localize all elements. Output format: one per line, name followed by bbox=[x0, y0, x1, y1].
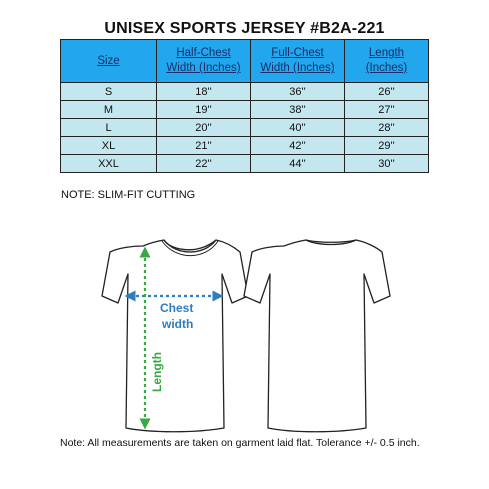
table-cell: 18'' bbox=[157, 83, 251, 101]
table-cell: 27'' bbox=[345, 101, 429, 119]
header-line: Full-Chest bbox=[271, 47, 324, 59]
chest-label-line2: width bbox=[162, 317, 194, 331]
front-tshirt bbox=[102, 240, 248, 432]
table-cell: 28'' bbox=[345, 119, 429, 137]
table-cell: 36'' bbox=[251, 83, 345, 101]
table-cell: XXL bbox=[61, 155, 157, 173]
back-tshirt bbox=[244, 240, 390, 432]
table-cell: 38'' bbox=[251, 101, 345, 119]
table-cell: 20'' bbox=[157, 119, 251, 137]
fit-note: NOTE: SLIM-FIT CUTTING bbox=[61, 189, 196, 201]
length-label: Length bbox=[150, 352, 164, 392]
table-cell: 21'' bbox=[157, 137, 251, 155]
chest-label-line1: Chest bbox=[160, 301, 194, 315]
chart-title: UNISEX SPORTS JERSEY #B2A-221 bbox=[104, 20, 385, 37]
header-line: (Inches) bbox=[365, 62, 408, 74]
table-cell: 29'' bbox=[345, 137, 429, 155]
header-line: Width (Inches) bbox=[260, 62, 335, 74]
header-line: Width (Inches) bbox=[166, 62, 241, 74]
table-cell: 42'' bbox=[251, 137, 345, 155]
header-line: Length bbox=[368, 47, 405, 59]
table-cell: 40'' bbox=[251, 119, 345, 137]
table-cell: S bbox=[61, 83, 157, 101]
measurement-note: Note: All measurements are taken on garment laid flat. Tolerance +/- 0.5 inch. bbox=[60, 437, 420, 449]
table-cell: L bbox=[61, 119, 157, 137]
table-cell: XL bbox=[61, 137, 157, 155]
header-line: Size bbox=[97, 54, 120, 67]
table-cell: 44'' bbox=[251, 155, 345, 173]
table-cell: 22'' bbox=[157, 155, 251, 173]
table-cell: M bbox=[61, 101, 157, 119]
table-cell: 26'' bbox=[345, 83, 429, 101]
table-cell: 30'' bbox=[345, 155, 429, 173]
header-line: Half-Chest bbox=[176, 47, 231, 59]
table-cell: 19'' bbox=[157, 101, 251, 119]
